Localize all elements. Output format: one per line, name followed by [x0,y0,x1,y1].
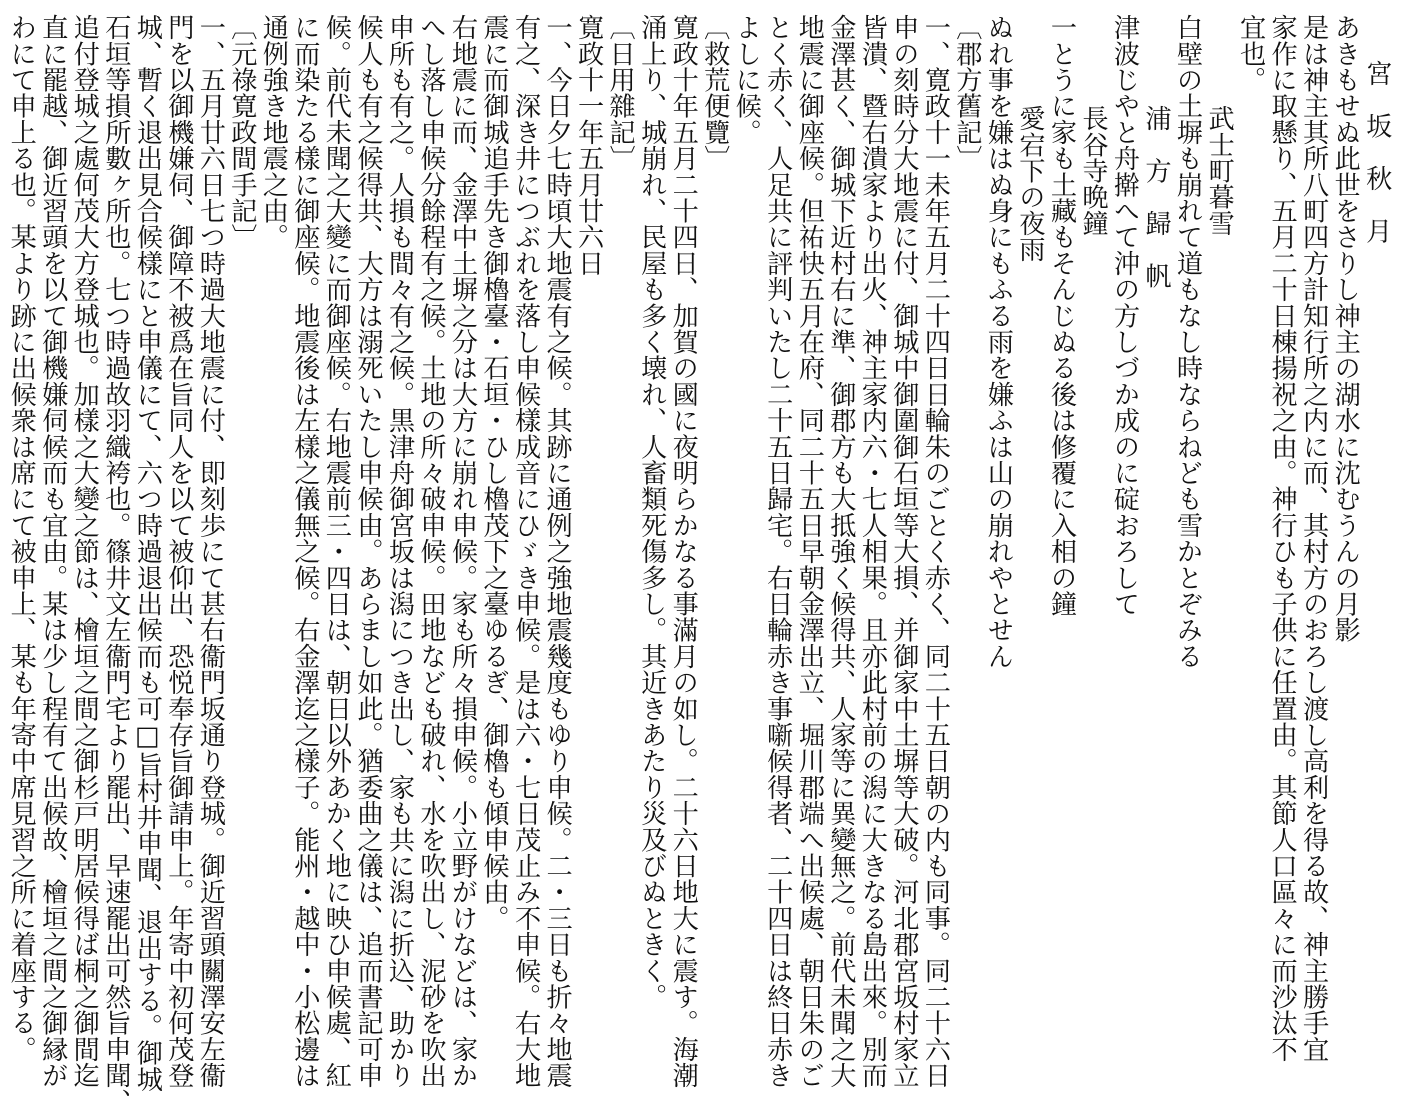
text-line: あきもせぬ此世をさりし神主の湖水に沈むうんの月影 [1330,14,1361,643]
text-line: 石垣等損所數ヶ所也。七つ時過故羽織袴也。篠井文左衞門宅より罷出、早速罷出可然旨申聞、 [100,14,131,1114]
text-line: 申の刻時分大地震に付、御城中御圍御石垣等大損、并御家中土塀等大破。河北郡宮坂村家立 [888,14,919,1089]
text-line: 直に罷越、御近習頭を以て御機嫌伺候而も宜由。某は少し程有て出候故、檜垣之間之御縁が [37,14,68,1089]
text-line: 候人も有之候得共、大方は溺死いたし申候由。あらまし如此。猶委曲之儀は、追而書記可申 [353,14,383,1089]
text-line: 金澤甚く、御城下近村右に準、御郡方も大抵強く候得共、人家等に異變無之。前代未聞之大 [825,14,856,1089]
text-line: 追付登城之處何茂大方登城也。加樣之大變之節は、檜垣之間之御杉戸明居候得ば桐之御間迄 [69,14,100,1089]
date-line: 寛政十一年五月廿六日 [573,14,604,276]
text-line: 白壁の土塀も崩れて道もなし時ならねども雪かとぞみる [1172,14,1203,669]
text-line: 一とうに家も土藏もそんじぬる後は修覆に入相の鐘 [1046,14,1077,617]
text-line: 地震に御座候。但祐快五月在府、同二十五日早朝金澤出立、堀川郡端へ出候處、朝日朱のご [794,14,825,1089]
text-line: 申所も有之。人損も間々有之候。黒津舟御宮坂は潟につき出し、家も共に潟に折込、助かり [384,14,415,1089]
text-line: よしに候。 [731,14,762,145]
text-line: 津波じやと舟擀へて沖の方しづか成のに碇おろして [1109,14,1140,617]
text-line: わにて申上る也。某より跡に出候衆は席にて被申上、某も年寄中席見習之所に着座する。 [6,14,37,1062]
text-line: 寛政十年五月二十四日、加賀の國に夜明らかなる事滿月の如し。二十六日地大に震す。海潮 [668,14,699,1089]
source-heading-genroku-kansei-shuki: 〔元祿寛政間手記〕 [226,14,257,250]
heading-atago-yau: 愛宕下の夜雨 [1014,105,1045,263]
text-line: とく赤く、人足共に評判いたし二十五日歸宅。右日輪赤き事噺候得者、二十四日は終日赤き [762,14,793,1089]
text-line: 通例強き地震之由。 [258,14,289,250]
text-line: 有之、深き井につぶれを落し申候樣成音にひゞき申候。是は六・七日茂止み不申候。右大地 [510,14,541,1089]
text-line: 皆潰、暨右潰家より出火、神主家内六・七人相果。且亦此村前の潟に大きなる島出來。別而 [857,14,888,1089]
heading-bushimachi-bosetsu: 武士町暮雪 [1204,105,1235,236]
text-line: 涌上り、城崩れ、民屋も多く壊れ、人畜類死傷多し。其近きあたり災及びぬときく。 [636,14,667,1010]
text-line: 城、暫く退出見合候樣にと申儀にて、六つ時過退出候而も可□旨村井申聞、退出する。御城 [132,14,163,1092]
text-line: 門を以御機嫌伺、御障不被爲在旨同人を以て被仰出、恐悦奉存旨御請申上。年寄中初何茂登 [163,14,194,1089]
text-line: へし落し申候分餘程有之候。土地の所々破申候。田地なども破れ、水を吹出し、泥砂を吹出 [416,14,446,1089]
text-line: 宜也。 [1235,14,1266,93]
text-line: 家作に取懸り、五月二十日棟揚祝之由。神行ひも子供に任置由。其節人口區々に而沙汰不 [1267,14,1298,1062]
text-line: に而染たる樣に御座候。地震後は左樣之儀無之候。右金澤迄之樣子。能州・越中・小松邊は [289,14,320,1089]
text-line: ぬれ事を嫌はぬ身にもふる雨を嫌ふは山の崩れやとせん [983,14,1014,669]
source-heading-kyuko-binran: 〔救荒便覽〕 [699,14,730,172]
text-line: 震に而御城追手先き御櫓臺・石垣・ひし櫓茂下之臺ゆるぎ、御櫓も傾申候由。 [479,14,509,931]
text-line: 一、寛政十一未年五月二十四日日輪朱のごとく赤く、同二十五日朝の内も同事。同二十六日 [920,14,951,1089]
heading-urakata-kihan: 浦 方 歸 帆 [1141,105,1171,289]
text-line: 一、五月廿六日七つ時過大地震に付、即刻歩にて甚右衞門坂通り登城。御近習頭關澤安左衞 [195,14,226,1089]
text-line: 一、今日夕七時頃大地震有之候。其跡に通例之強地震幾度もゆり申候。二・三日も折々地震 [542,14,573,1089]
text-line: 右地震に而、金澤中土塀之分は大方に崩れ申候。家も所々損申候。小立野がけなどは、家か [447,14,478,1089]
section-title-miyasaka-shugetsu [1361,60,1392,1000]
heading-hasedera-bansho: 長谷寺晩鐘 [1078,105,1108,236]
source-heading-gunpo-kyuki: 〔郡方舊記〕 [951,14,982,172]
text-line: 候。前代未聞之大變に而御座候。右地震前三・四日は、朝日以外あかく地に映ひ申候處、紅 [321,14,352,1089]
text-line: 宮 坂 秋 月 [1361,60,1392,244]
source-heading-nichiyo-zakki: 〔日用雜記〕 [605,14,636,172]
text-line: 是は神主其所八町四方計知行所之内に而、其村方のおろし渡し高利を得る故、神主勝手宜 [1298,14,1329,1062]
